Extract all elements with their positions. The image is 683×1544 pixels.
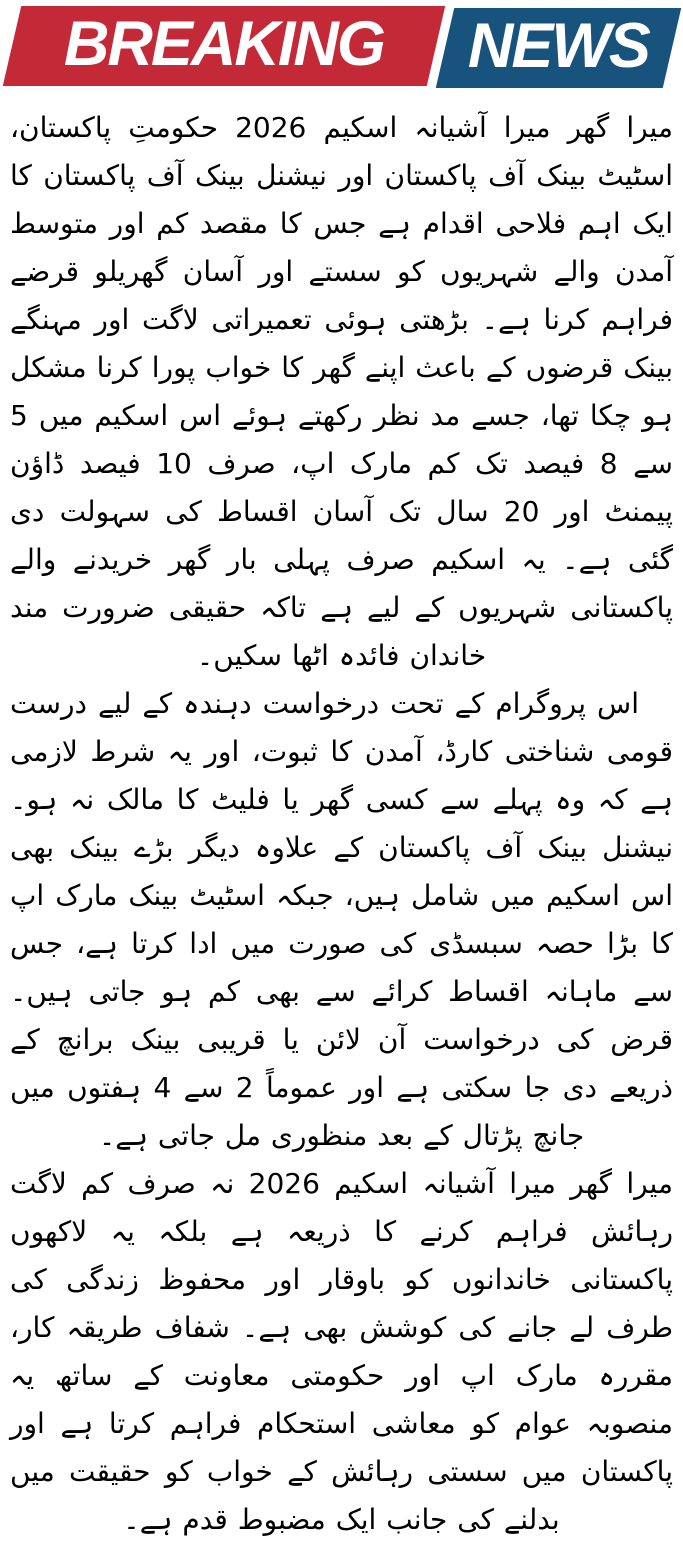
news-blue-panel <box>436 8 681 88</box>
article-paragraph-3: میرا گھر میرا آشیانہ اسکیم 2026 نہ صرف کم لاگت رہائش فراہم کرنے کا ذریعہ ہے بلکہ یہ لاکھوں پاکستانی خاندانوں کو باوقار اور محفوظ زندگی کی طرف لے جانے کی کوشش بھی ہے۔ شفاف طریقہ کار، مقررہ مارک اپ اور حکومتی معاونت کے ساتھ یہ منصوبہ عوام کو معاشی استحکام فراہم کرتا ہے اور پاکستان میں سستی رہائش کے خواب کو حقیقت میں بدلنے کی جانب ایک مضبوط قدم ہے۔ <box>10 1167 674 1536</box>
article-paragraph-2: اس پروگرام کے تحت درخواست دہندہ کے لیے درست قومی شناختی کارڈ، آمدن کا ثبوت، اور یہ شرط لازمی ہے کہ وہ پہلے سے کسی گھر یا فلیٹ کا مالک نہ ہو۔ نیشنل بینک آف پاکستان کے علاوہ دیگر بڑے بینک بھی اس اسکیم میں شامل ہیں، جبکہ اسٹیٹ بینک مارک اپ کا بڑا حصہ سبسڈی کی صورت میں ادا کرتا ہے، جس سے ماہانہ اقساط کرائے سے بھی کم ہو جاتی ہیں۔ قرض کی درخواست آن لائن یا قریبی بینک برانچ کے ذریعے دی جا سکتی ہے اور عموماً 2 سے 4 ہفتوں میں جانچ پڑتال کے بعد منظوری مل جاتی ہے۔ <box>10 687 674 1152</box>
news-label: NEWS <box>468 10 649 81</box>
article-paragraph-1: میرا گھر میرا آشیانہ اسکیم 2026 حکومتِ پاکستان، اسٹیٹ بینک آف پاکستان اور نیشنل بینک آف پاکستان کا ایک اہم فلاحی اقدام ہے جس کا مقصد کم اور متوسط آمدن والے شہریوں کو سستے اور آسان گھریلو قرضے فراہم کرنا ہے۔ بڑھتی ہوئی تعمیراتی لاگت اور مہنگے بینک قرضوں کے باعث اپنے گھر کا خواب پورا کرنا مشکل ہو چکا تھا، جسے مد نظر رکھتے ہوئے اس اسکیم میں 5 سے 8 فیصد تک کم مارک اپ، صرف 10 فیصد ڈاؤن پیمنٹ اور 20 سال تک آسان اقساط کی سہولت دی گئی ہے۔ یہ اسکیم صرف پہلی بار گھر خریدنے والے پاکستانی شہریوں کے لیے ہے تاکہ حقیقی ضرورت مند خاندان فائدہ اٹھا سکیں۔ <box>10 111 674 672</box>
breaking-red-panel <box>3 6 445 86</box>
breaking-news-banner <box>0 0 683 94</box>
article-body <box>0 94 683 1544</box>
breaking-label: BREAKING <box>63 8 384 79</box>
